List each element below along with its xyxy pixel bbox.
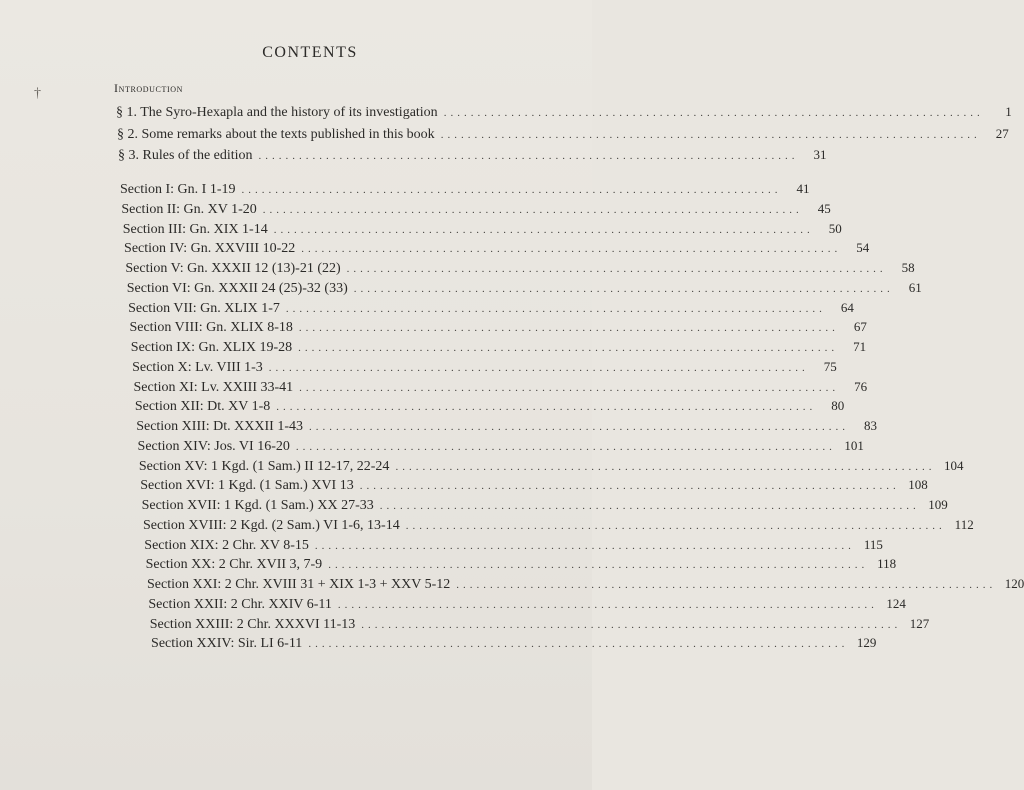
section-entry: [130, 339, 867, 357]
section-entry: [140, 477, 928, 495]
page-number: 67: [853, 319, 867, 335]
entry-label: § 2. Some remarks about the texts published in this book: [117, 126, 435, 142]
entry-label: § 1. The Syro-Hexapla and the history of its investigation: [116, 105, 438, 120]
dot-leader: ................................................................................: [443, 107, 984, 119]
page-number: 64: [840, 299, 854, 315]
intro-entry: [117, 125, 1009, 144]
section-entry: [147, 576, 1024, 594]
section-entry: [120, 181, 810, 199]
section-entry: [133, 378, 868, 397]
dot-leader: ................................................................................: [308, 421, 849, 433]
entry-label: Section VIII: Gn. XLIX 8-18: [129, 320, 293, 336]
entry-label: Section XVIII: 2 Kgd. (2 Sam.) VI 1-6, 13-14: [142, 517, 400, 533]
entry-label: Section XXII: 2 Chr. XXIV 6-11: [148, 596, 332, 612]
entry-label: Section XIV: Jos. VI 16-20: [137, 438, 290, 454]
entry-label: Section V: Gn. XXXII 12 (13)-21 (22): [125, 261, 341, 276]
page-number: 120: [1004, 576, 1024, 591]
margin-mark: †: [34, 86, 41, 101]
page-number: 75: [823, 358, 837, 374]
entry-label: Section XXI: 2 Chr. XVIII 31 + XIX 1-3 + XXV 5-12: [147, 577, 451, 592]
dot-leader: ................................................................................: [337, 598, 878, 611]
dot-leader: ................................................................................: [308, 638, 849, 651]
page-number: 58: [901, 260, 915, 275]
section-entry: [129, 319, 867, 337]
page-title: CONTENTS: [262, 44, 358, 61]
page-number: 41: [796, 181, 810, 196]
section-entry: [126, 279, 922, 298]
page-number: 115: [863, 536, 883, 552]
entry-label: Section XXIII: 2 Chr. XXXVI 11-13: [149, 616, 356, 632]
dot-leader: ................................................................................: [268, 361, 809, 374]
intro-entry: [118, 147, 827, 165]
page-number: 112: [954, 516, 974, 532]
section-entry: [141, 497, 948, 515]
dot-leader: ................................................................................: [456, 579, 997, 591]
intro-entry: [116, 104, 1012, 122]
page-number: 124: [886, 595, 906, 611]
entry-label: Section XII: Dt. XV 1-8: [134, 399, 271, 415]
entry-label: Section XI: Lv. XXIII 33-41: [133, 379, 294, 395]
section-entry: [124, 240, 870, 258]
entry-label: Section X: Lv. VIII 1-3: [132, 359, 263, 375]
section-entry: [142, 516, 974, 535]
entry-label: Section XIX: 2 Chr. XV 8-15: [144, 537, 309, 553]
dot-leader: ................................................................................: [328, 559, 869, 572]
dot-leader: ................................................................................: [361, 618, 902, 631]
entry-label: Section XV: 1 Kgd. (1 Sam.) II 12-17, 22-24: [138, 458, 390, 474]
entry-label: Section I: Gn. I 1-19: [120, 182, 236, 197]
introduction-heading: Introduction: [114, 81, 183, 95]
dot-leader: ................................................................................: [299, 381, 840, 394]
page-number: 61: [908, 279, 922, 295]
dot-leader: ................................................................................: [258, 150, 799, 162]
page-number: 129: [856, 635, 877, 651]
entry-label: Section XX: 2 Chr. XVII 3, 7-9: [145, 557, 323, 573]
dot-leader: ................................................................................: [262, 203, 803, 216]
dot-leader: ................................................................................: [295, 440, 836, 453]
section-entry: [132, 358, 837, 377]
entry-label: Section III: Gn. XIX 1-14: [122, 221, 268, 237]
page-number: 27: [995, 125, 1009, 141]
entry-label: Section IX: Gn. XLIX 19-28: [130, 340, 293, 355]
section-entry: [138, 457, 964, 476]
page-number: 109: [928, 497, 948, 512]
section-entry: [137, 437, 864, 456]
dot-leader: ................................................................................: [440, 128, 981, 141]
dot-leader: ................................................................................: [346, 263, 887, 275]
page-number: 127: [909, 615, 930, 631]
entry-label: Section IV: Gn. XXVIII 10-22: [124, 241, 296, 257]
entry-label: Section II: Gn. XV 1-20: [121, 201, 257, 217]
dot-leader: ................................................................................: [353, 282, 894, 295]
section-entry: [149, 615, 930, 634]
section-entry: [151, 635, 877, 653]
page-number: 54: [856, 240, 870, 256]
page-number: 118: [877, 556, 897, 572]
dot-leader: ................................................................................: [395, 460, 936, 473]
entry-label: Section XVI: 1 Kgd. (1 Sam.) XVI 13: [140, 478, 354, 494]
entry-label: Section VI: Gn. XXXII 24 (25)-32 (33): [126, 280, 348, 296]
dot-leader: ................................................................................: [314, 539, 855, 552]
section-entry: [121, 200, 831, 219]
page-number: 1: [1005, 104, 1012, 119]
page-number: 45: [817, 200, 831, 216]
dot-leader: ................................................................................: [379, 500, 920, 512]
dot-leader: ................................................................................: [241, 184, 782, 196]
dot-leader: ................................................................................: [273, 223, 814, 236]
page-number: 108: [908, 477, 928, 493]
page-number: 101: [844, 437, 864, 453]
section-entry: [144, 536, 883, 555]
page-number: 50: [828, 220, 842, 236]
page-number: 31: [813, 147, 827, 162]
entry-label: Section XIII: Dt. XXXII 1-43: [136, 419, 303, 434]
dot-leader: ................................................................................: [359, 480, 900, 493]
section-entry: [134, 398, 845, 416]
dot-leader: ................................................................................: [285, 302, 826, 315]
section-entry: [136, 418, 877, 436]
dot-leader: ................................................................................: [405, 519, 946, 532]
page-number: 80: [831, 398, 845, 414]
page-number: 76: [854, 378, 868, 394]
dot-leader: ................................................................................: [298, 322, 839, 335]
page-number: 104: [943, 457, 964, 473]
section-entry: [125, 260, 915, 278]
dot-leader: ................................................................................: [301, 243, 842, 256]
page-number: 71: [853, 339, 867, 354]
dot-leader: ................................................................................: [298, 342, 839, 354]
entry-label: § 3. Rules of the edition: [118, 148, 253, 163]
section-entry: [148, 595, 906, 614]
section-entry: [128, 299, 854, 318]
page-number: 83: [863, 418, 877, 433]
entry-label: Section XXIV: Sir. LI 6-11: [151, 636, 303, 652]
section-entry: [122, 220, 842, 239]
entry-label: Section VII: Gn. XLIX 1-7: [128, 300, 280, 316]
section-entry: [145, 556, 897, 574]
entry-label: Section XVII: 1 Kgd. (1 Sam.) XX 27-33: [141, 498, 374, 513]
dot-leader: ................................................................................: [276, 401, 817, 414]
